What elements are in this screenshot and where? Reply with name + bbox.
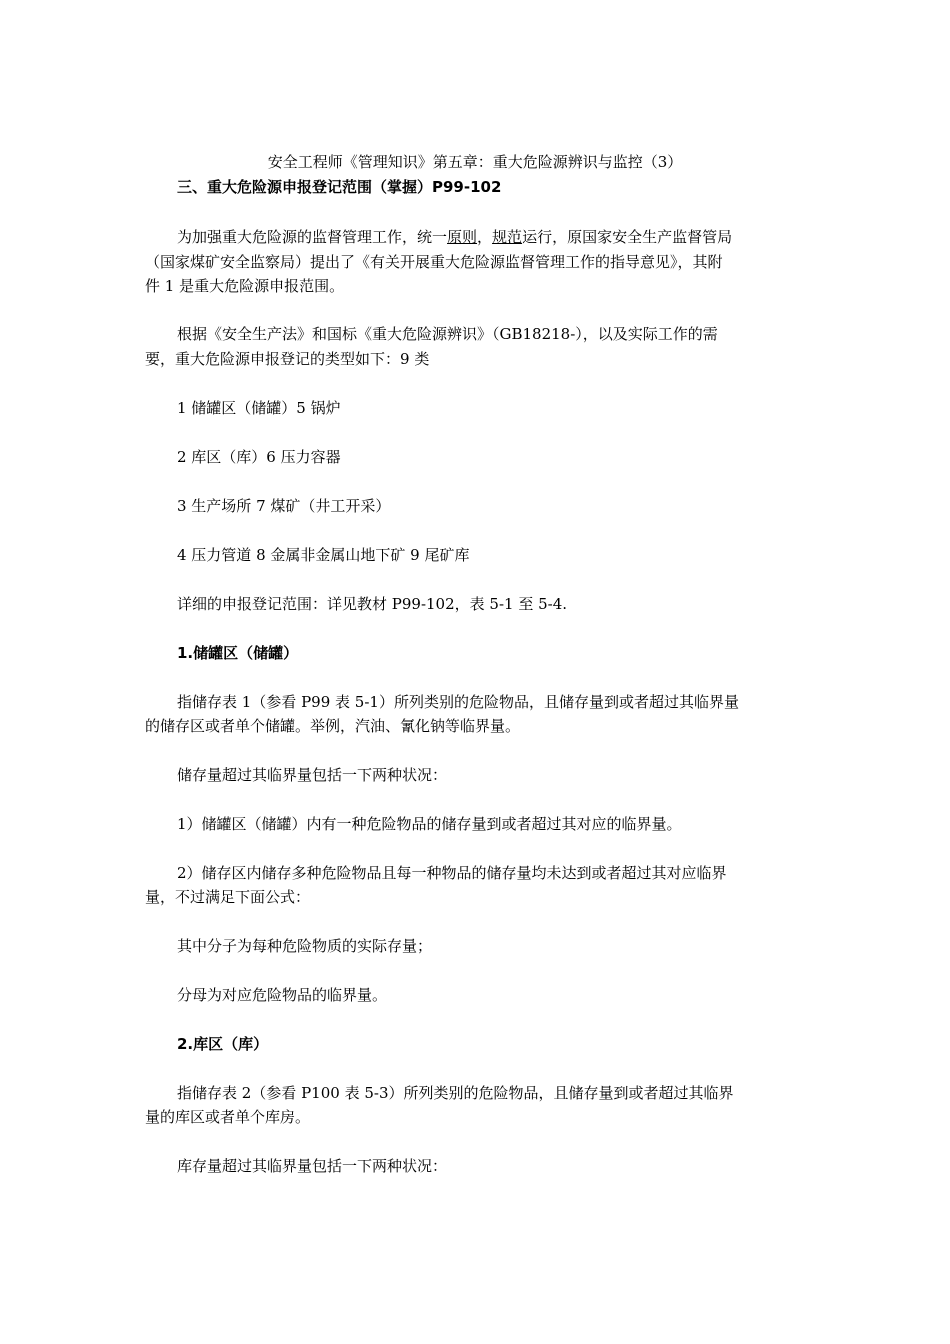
- paragraph-1-text-b: 运行，原国家安全生产监督管局: [522, 228, 733, 246]
- subsection-2-heading: 2.库区（库）: [177, 1035, 269, 1053]
- subsection-1-p2: 储存量超过其临界量包括一下两种状况：: [177, 766, 448, 784]
- subsection-2-p1-line-1: 指储存表 2（参看 P100 表 5-3）所列类别的危险物品，且储存量到或者超过其临界: [177, 1084, 734, 1102]
- subsection-2-p1-line-2: 量的库区或者单个库房。: [145, 1108, 311, 1126]
- subsection-1-p5: 其中分子为每种危险物质的实际存量；: [177, 937, 433, 955]
- paragraph-1-line-3: 件 1 是重大危险源申报范围。: [145, 277, 345, 295]
- subsection-1-heading: 1.储罐区（储罐）: [177, 644, 299, 662]
- paragraph-1-text-a: 为加强重大危险源的监督管理工作，统一: [177, 228, 448, 246]
- paragraph-2-line-1: 根据《安全生产法》和国标《重大危险源辨识》（GB18218-），以及实际工作的需: [177, 325, 718, 343]
- link-principle[interactable]: 原则: [447, 228, 478, 246]
- subsection-1-p1-line-2: 的储存区或者单个储罐。举例，汽油、氰化钠等临界量。: [145, 717, 521, 735]
- subsection-2-p2: 库存量超过其临界量包括一下两种状况：: [177, 1157, 448, 1175]
- detail-scope: 详细的申报登记范围：详见教材 P99-102，表 5-1 至 5-4.: [177, 595, 568, 613]
- paragraph-1-line-1: [177, 225, 805, 249]
- subsection-1-p4-line-2: 量，不过满足下面公式：: [145, 888, 311, 906]
- link-standard[interactable]: 规范: [492, 228, 523, 246]
- subsection-1-p3: 1）储罐区（储罐）内有一种危险物品的储存量到或者超过其对应的临界量。: [177, 815, 682, 833]
- paragraph-2-line-2: 要，重大危险源申报登记的类型如下：9 类: [145, 350, 430, 368]
- paragraph-1-line-2: （国家煤矿安全监察局）提出了《有关开展重大危险源监督管理工作的指导意见》，其附: [145, 253, 723, 271]
- subsection-1-p4-line-1: 2）储存区内储存多种危险物品且每一种物品的储存量均未达到或者超过其对应临界: [177, 864, 727, 882]
- list-item: 3 生产场所 7 煤矿（井工开采）: [177, 497, 391, 515]
- list-item: 2 库区（库）6 压力容器: [177, 448, 341, 466]
- subsection-1-p6: 分母为对应危险物品的临界量。: [177, 986, 388, 1004]
- section-heading: 三、重大危险源申报登记范围（掌握）P99-102: [177, 178, 502, 196]
- list-item: 1 储罐区（储罐）5 锅炉: [177, 399, 341, 417]
- subsection-1-p1-line-1: 指储存表 1（参看 P99 表 5-1）所列类别的危险物品，且储存量到或者超过其临界量: [177, 693, 739, 711]
- document-title: 安全工程师《管理知识》第五章：重大危险源辨识与监控（3）: [267, 153, 683, 171]
- list-item: 4 压力管道 8 金属非金属山地下矿 9 尾矿库: [177, 546, 470, 564]
- paragraph-1-separator: ，: [477, 228, 493, 246]
